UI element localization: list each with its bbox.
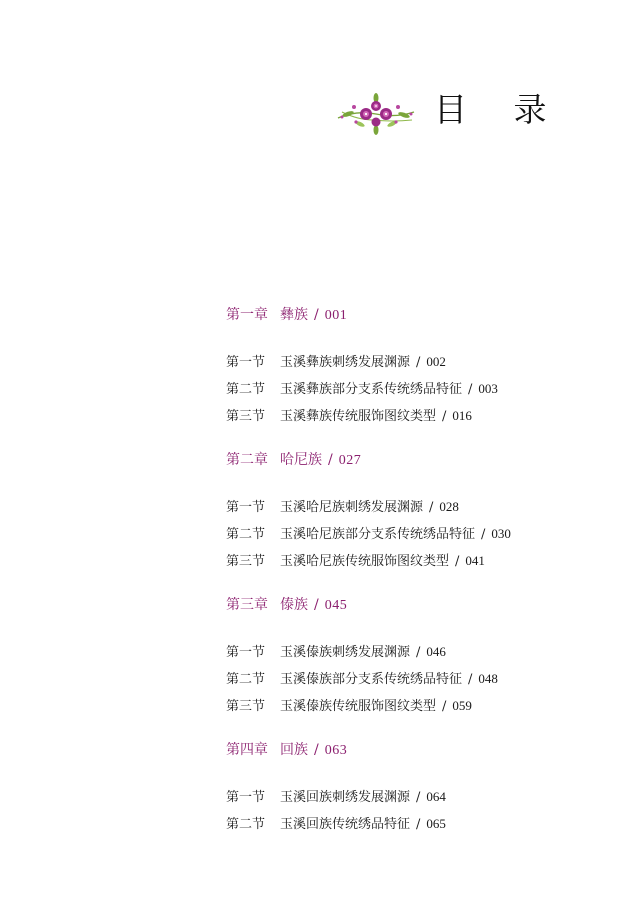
- separator: /: [314, 597, 319, 613]
- section-label: 第三节: [226, 699, 266, 714]
- section-page-number: 041: [465, 553, 485, 568]
- section-entry[interactable]: [226, 547, 626, 574]
- section-entry[interactable]: [226, 638, 626, 665]
- chapter-entry[interactable]: [226, 302, 626, 328]
- section-label: 第三节: [226, 554, 266, 569]
- chapter-entry[interactable]: [226, 737, 626, 763]
- section-page-number: 064: [426, 789, 446, 804]
- section-entry[interactable]: [226, 783, 626, 810]
- chapter-label: 第四章: [226, 742, 268, 758]
- section-page-number: 003: [478, 381, 498, 396]
- separator: /: [455, 554, 460, 569]
- section-title: 玉溪哈尼族传统服饰图纹类型: [280, 554, 450, 569]
- section-label: 第一节: [226, 645, 266, 660]
- separator: /: [416, 790, 421, 805]
- section-title: 玉溪傣族部分支系传统绣品特征: [280, 672, 463, 687]
- separator: /: [442, 699, 447, 714]
- section-list: [226, 493, 626, 574]
- table-of-contents: [226, 302, 626, 855]
- section-label: 第一节: [226, 790, 266, 805]
- chapter-title: 哈尼族: [280, 452, 322, 468]
- separator: /: [416, 645, 421, 660]
- separator: /: [468, 382, 473, 397]
- chapter-page-number: 063: [324, 743, 348, 758]
- section-entry[interactable]: [226, 348, 626, 375]
- section-title: 玉溪哈尼族刺绣发展渊源: [280, 500, 424, 515]
- chapter-page-number: 001: [324, 308, 348, 323]
- section-title: 玉溪彝族部分支系传统绣品特征: [280, 382, 463, 397]
- section-page-number: 065: [426, 816, 446, 831]
- section-title: 玉溪回族刺绣发展渊源: [280, 790, 411, 805]
- section-label: 第二节: [226, 672, 266, 687]
- chapter-title: 回族: [280, 742, 308, 758]
- section-title: 玉溪彝族刺绣发展渊源: [280, 355, 411, 370]
- section-title: 玉溪哈尼族部分支系传统绣品特征: [280, 527, 476, 542]
- separator: /: [416, 355, 421, 370]
- separator: /: [468, 672, 473, 687]
- section-page-number: 048: [478, 671, 498, 686]
- section-label: 第二节: [226, 817, 266, 832]
- page-title: 目 录: [434, 90, 565, 129]
- chapter-title: 彝族: [280, 307, 308, 323]
- separator: /: [429, 500, 434, 515]
- embroidered-flower-icon: [334, 90, 418, 136]
- section-entry[interactable]: [226, 402, 626, 429]
- chapter-label: 第三章: [226, 597, 268, 613]
- section-title: 玉溪彝族传统服饰图纹类型: [280, 409, 437, 424]
- section-entry[interactable]: [226, 520, 626, 547]
- section-page-number: 030: [491, 526, 511, 541]
- section-entry[interactable]: [226, 375, 626, 402]
- separator: /: [314, 742, 319, 758]
- chapter-title: 傣族: [280, 597, 308, 613]
- section-title: 玉溪傣族刺绣发展渊源: [280, 645, 411, 660]
- chapter-entry[interactable]: [226, 592, 626, 618]
- separator: /: [314, 307, 319, 323]
- section-list: [226, 638, 626, 719]
- separator: /: [328, 452, 333, 468]
- section-entry[interactable]: [226, 665, 626, 692]
- section-label: 第二节: [226, 527, 266, 542]
- section-title: 玉溪傣族传统服饰图纹类型: [280, 699, 437, 714]
- chapter-page-number: 027: [338, 453, 362, 468]
- section-entry[interactable]: [226, 810, 626, 837]
- section-label: 第三节: [226, 409, 266, 424]
- toc-header: [334, 86, 565, 138]
- section-label: 第一节: [226, 500, 266, 515]
- separator: /: [481, 527, 486, 542]
- section-title: 玉溪回族传统绣品特征: [280, 817, 411, 832]
- section-page-number: 028: [439, 499, 459, 514]
- separator: /: [442, 409, 447, 424]
- section-page-number: 002: [426, 354, 446, 369]
- section-page-number: 059: [452, 698, 472, 713]
- separator: /: [416, 817, 421, 832]
- section-page-number: 016: [452, 408, 472, 423]
- section-page-number: 046: [426, 644, 446, 659]
- section-entry[interactable]: [226, 692, 626, 719]
- chapter-label: 第二章: [226, 452, 268, 468]
- section-list: [226, 783, 626, 837]
- section-entry[interactable]: [226, 493, 626, 520]
- section-list: [226, 348, 626, 429]
- chapter-page-number: 045: [324, 598, 348, 613]
- section-label: 第一节: [226, 355, 266, 370]
- section-label: 第二节: [226, 382, 266, 397]
- chapter-label: 第一章: [226, 307, 268, 323]
- chapter-entry[interactable]: [226, 447, 626, 473]
